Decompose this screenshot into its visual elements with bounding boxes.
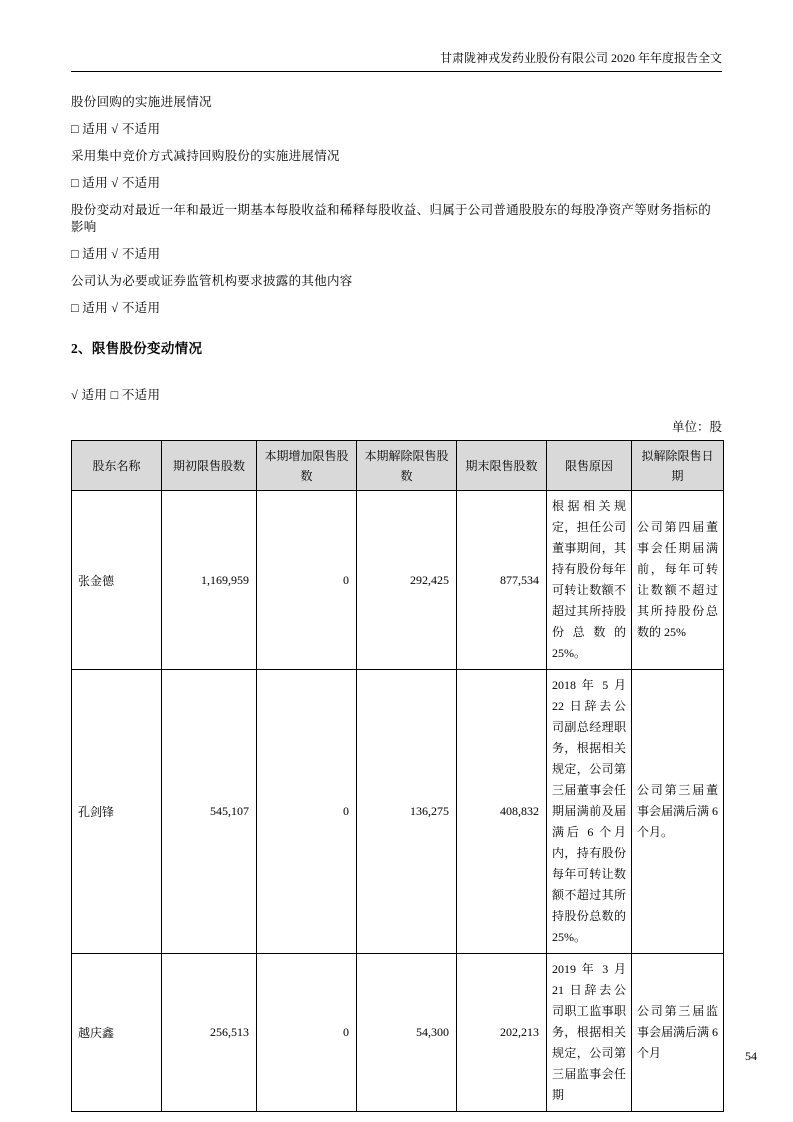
increase-shares-cell: 0	[257, 670, 357, 954]
release-date-cell: 公司第三届董事会届满后满 6 个月。	[632, 670, 724, 954]
checkbox-line-2: □ 适用 √ 不适用	[71, 176, 161, 190]
statement-other-disclosure: 公司认为必要或证券监管机构要求披露的其他内容	[71, 274, 353, 288]
released-shares-cell: 136,275	[357, 670, 457, 954]
released-shares-cell: 292,425	[357, 491, 457, 670]
header-proposed-release-date: 拟解除限售日期	[632, 441, 724, 491]
header-released-restricted-shares: 本期解除限售股数	[357, 441, 457, 491]
table-row	[72, 954, 724, 1112]
initial-shares-cell: 545,107	[162, 670, 257, 954]
header-increase-restricted-shares: 本期增加限售股数	[257, 441, 357, 491]
header-ending-restricted-shares: 期末限售股数	[457, 441, 547, 491]
initial-shares-cell: 256,513	[162, 954, 257, 1112]
restriction-reason-cell: 2018 年 5 月 22 日辞去公司副总经理职务，根据相关规定，公司第三届董事会任期届满前及届满后 6 个月内，持有股份每年可转让数额不超过其所持股份总数的 25%。	[547, 670, 632, 954]
page-number: 54	[745, 1049, 757, 1063]
report-title: 甘肃陇神戎发药业股份有限公司 2020 年年度报告全文	[439, 51, 722, 65]
release-date-cell: 公司第四届董事会任期届满前，每年可转让数额不超过其所持股份总数的 25%	[632, 491, 724, 670]
applicability-line: √ 适用 □ 不适用	[71, 388, 161, 402]
shareholder-name-cell: 越庆鑫	[72, 954, 162, 1112]
body-text-block	[71, 94, 722, 317]
initial-shares-cell: 1,169,959	[162, 491, 257, 670]
statement-centralized-bidding: 采用集中竞价方式减持回购股份的实施进展情况	[71, 149, 340, 163]
section-heading: 2、限售股份变动情况	[71, 341, 203, 356]
table-row	[72, 491, 724, 670]
shareholder-name-cell: 孔剑锋	[72, 670, 162, 954]
increase-shares-cell: 0	[257, 491, 357, 670]
header-initial-restricted-shares: 期初限售股数	[162, 441, 257, 491]
checkbox-line-4: □ 适用 √ 不适用	[71, 301, 161, 315]
increase-shares-cell: 0	[257, 954, 357, 1112]
restricted-shares-table	[71, 440, 724, 1112]
header-restriction-reason: 限售原因	[547, 441, 632, 491]
table-header-row	[72, 441, 724, 491]
unit-label: 单位：股	[671, 420, 722, 434]
ending-shares-cell: 408,832	[457, 670, 547, 954]
shareholder-name-cell: 张金德	[72, 491, 162, 670]
restriction-reason-cell: 根据相关规定，担任公司董事期间，其持有股份每年可转让数额不超过其所持股份总数的25%。	[547, 491, 632, 670]
released-shares-cell: 54,300	[357, 954, 457, 1112]
restriction-reason-cell: 2019 年 3 月 21 日辞去公司职工监事职务，根据相关规定，公司第三届监事会任期	[547, 954, 632, 1112]
table-row	[72, 670, 724, 954]
page-header	[71, 50, 722, 72]
release-date-cell: 公司第三届监事会届满后满 6 个月	[632, 954, 724, 1112]
checkbox-line-3: □ 适用 √ 不适用	[71, 247, 161, 261]
checkbox-line-1: □ 适用 √ 不适用	[71, 122, 161, 136]
header-shareholder-name: 股东名称	[72, 441, 162, 491]
ending-shares-cell: 202,213	[457, 954, 547, 1112]
ending-shares-cell: 877,534	[457, 491, 547, 670]
statement-share-change-impact: 股份变动对最近一年和最近一期基本每股收益和稀释每股收益、归属于公司普通股股东的每股净资产等财务指标的影响	[71, 203, 712, 234]
statement-share-buyback: 股份回购的实施进展情况	[71, 95, 212, 109]
